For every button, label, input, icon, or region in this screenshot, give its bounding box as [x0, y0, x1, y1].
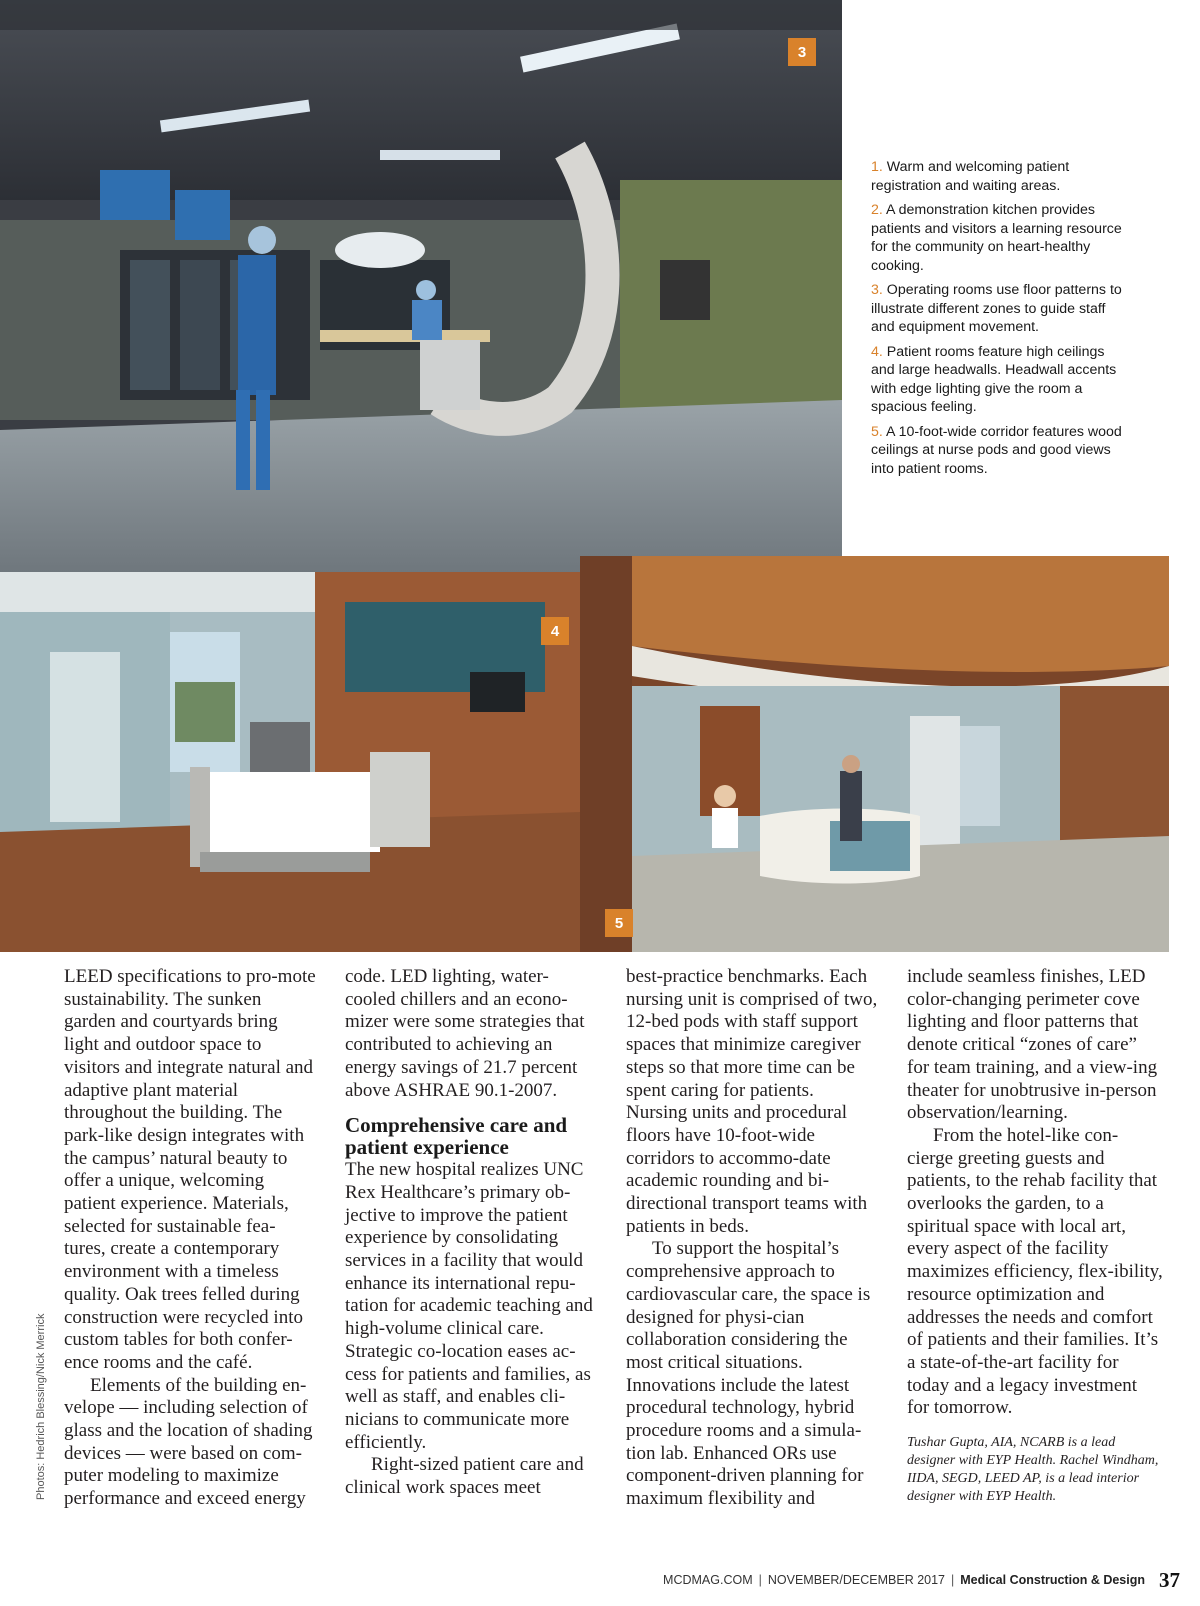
page-number: 37 — [1159, 1567, 1180, 1592]
body-paragraph: best-practice benchmarks. Each nursing unit is comprised of two, 12-bed pods with staff support spaces that minimize caregiver steps so that more time can be spent caring for patients. Nursing units and procedural floors have 10-foot-wide corridors to accommo-date academic rounding and bi-directional transport teams with patients in beds. — [626, 966, 878, 1237]
footer-separator: | — [758, 1573, 762, 1587]
photo-number-badge: 5 — [605, 909, 633, 937]
article-column-1 — [64, 966, 316, 1511]
patient-room-photo — [0, 572, 580, 952]
body-paragraph: From the hotel-like con-cierge greeting guests and patients, to the rehab facility that overlooks the garden, to a spiritual space with local art, every aspect of the facility maximizes efficiency, flex-ibility, resource optimization and addresses the needs and comfort of patients and their families. It’s a state-of-the-art facility for today and a legacy investment for tomorrow. — [907, 1124, 1163, 1419]
caption-item: 2. A demonstration kitchen provides patients and visitors a learning resource for the community on heart-healthy cooking. — [871, 202, 1122, 274]
body-paragraph: To support the hospital’s comprehensive approach to cardiovascular care, the space is designed for physi-cian collaboration considering the most critical situations. Innovations include the latest procedural technology, hybrid procedure rooms and a simula-tion lab. Enhanced ORs use component-driven planning for maximum flexibility and — [626, 1238, 871, 1510]
footer-separator: | — [951, 1573, 955, 1587]
article-column-4 — [907, 966, 1163, 1506]
footer-site: MCDMAG.COM — [663, 1573, 753, 1587]
section-subheading: Comprehensive care and patient experience — [345, 1113, 568, 1160]
page-footer — [600, 1568, 1180, 1592]
body-paragraph: include seamless finishes, LED color-changing perimeter cove lighting and floor patterns that denote critical “zones of care” for team training, and a view-ing theater for unobtrusive in-person observation/learning. — [907, 966, 1158, 1124]
photo-credit: Photos: Hedrich Blessing/Nick Merrick — [35, 1313, 47, 1500]
photo-caption-list — [871, 158, 1129, 484]
article-column-3 — [626, 966, 878, 1511]
caption-item: 1. Warm and welcoming patient registration and waiting areas. — [871, 159, 1070, 194]
body-paragraph: Elements of the building en-velope — including selection of glass and the location of shading devices — were based on com-puter modeling to maximize performance and exceed energy — [64, 1374, 313, 1510]
footer-issue: NOVEMBER/DECEMBER 2017 — [767, 1573, 945, 1587]
photo-number-badge: 3 — [788, 38, 816, 66]
footer-publication: Medical Construction & Design — [960, 1573, 1145, 1587]
operating-room-photo — [0, 0, 842, 572]
photo-number-badge: 4 — [541, 617, 569, 645]
caption-item: 3. Operating rooms use floor patterns to illustrate different zones to guide staff and equipment movement. — [871, 282, 1122, 335]
body-paragraph: The new hospital realizes UNC Rex Healthcare’s primary ob-jective to improve the patient experience by consolidating services in a facility that would enhance its international repu-tation for academic teaching and high-volume clinical care. Strategic co-location eases ac-cess for patients and families, as well as staff, and enables cli-nicians to communicate more efficiently. — [345, 1159, 593, 1453]
author-bio: Tushar Gupta, AIA, NCARB is a lead designer with EYP Health. Rachel Windham, IIDA, SEGD, LEED AP, is a lead interior designer with EYP Health. — [907, 1435, 1159, 1505]
caption-item: 5. A 10-foot-wide corridor features wood ceilings at nurse pods and good views into patient rooms. — [871, 423, 1122, 477]
body-paragraph: Right-sized patient care and clinical work spaces meet — [345, 1454, 584, 1499]
caption-item: 4. Patient rooms feature high ceilings and large headwalls. Headwall accents with edge lighting give the room a spacious feeling. — [871, 343, 1117, 415]
nurse-station-corridor-photo — [580, 556, 1169, 952]
body-paragraph: LEED specifications to pro-mote sustainability. The sunken garden and courtyards bring light and outdoor space to visitors and integrate natural and adaptive plant material throughout the building. The park-like design integrates with the campus’ natural beauty to offer a unique, welcoming patient experience. Materials, selected for sustainable fea-tures, create a contemporary environment with a timeless quality. Oak trees felled during construction were recycled into custom tables for both confer-ence rooms and the café. — [64, 966, 316, 1373]
body-paragraph: code. LED lighting, water-cooled chillers and an econo-mizer were some strategies that contributed to achieving an energy savings of 21.7 percent above ASHRAE 90.1-2007. — [345, 966, 585, 1101]
article-column-2 — [345, 966, 597, 1500]
